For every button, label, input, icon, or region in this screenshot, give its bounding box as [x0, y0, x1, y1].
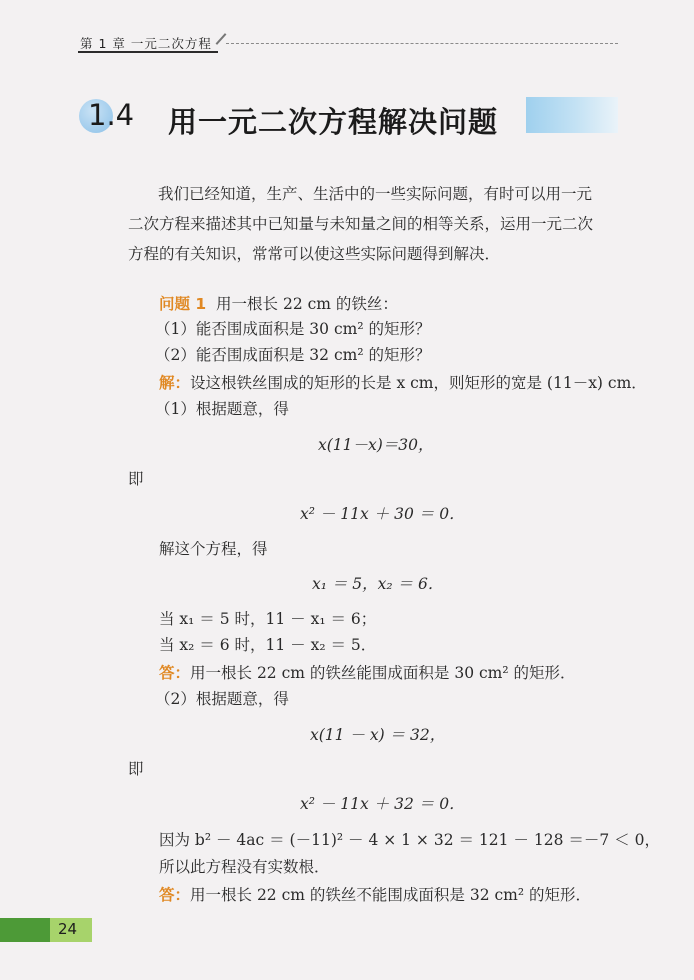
running-head-slash	[216, 33, 227, 45]
answer-1	[159, 664, 576, 683]
solution-setup	[159, 374, 647, 393]
problem-question-1: （1）能否围成面积是 30 cm² 的矩形？	[155, 320, 431, 338]
ji-1: 即	[128, 470, 144, 488]
solve-intro: 解这个方程，得	[159, 540, 268, 558]
problem-question-2: （2）能否围成面积是 32 cm² 的矩形？	[155, 346, 431, 364]
section-title-bar	[526, 97, 618, 133]
page-number-tab-dark	[0, 918, 50, 942]
discriminant-line: 因为 b² － 4ac ＝ (－11)² － 4 × 1 × 32 ＝ 121 － 128 ＝－7 ＜ 0，	[159, 831, 660, 849]
equation-3: x(11 － x) ＝ 32，	[310, 726, 446, 744]
case-2: 当 x₂ ＝ 6 时，11 － x₂ ＝ 5．	[159, 636, 377, 654]
equation-2: x² － 11x ＋ 30 ＝ 0．	[300, 505, 465, 523]
problem-label: 问题 1	[159, 295, 207, 313]
equation-4: x² － 11x ＋ 32 ＝ 0．	[300, 795, 465, 813]
part1-intro: （1）根据题意，得	[155, 400, 289, 418]
part2-intro: （2）根据题意，得	[155, 690, 289, 708]
section-title: 用一元二次方程解决问题	[168, 105, 499, 139]
roots: x₁ ＝ 5，x₂ ＝ 6．	[312, 575, 444, 593]
problem-statement	[159, 295, 398, 314]
answer-label-1: 答：	[159, 664, 191, 682]
problem-text: 用一根长 22 cm 的铁丝：	[216, 295, 398, 313]
answer-1-text: 用一根长 22 cm 的铁丝能围成面积是 30 cm² 的矩形．	[190, 664, 576, 682]
ji-2: 即	[128, 760, 144, 778]
solution-label: 解：	[159, 374, 191, 392]
solution-setup-text: 设这根铁丝围成的矩形的长是 x cm，则矩形的宽是 (11－x) cm．	[190, 374, 647, 392]
equation-1: x(11－x)＝30，	[318, 436, 434, 454]
intro-line-2: 二次方程来描述其中已知量与未知量之间的相等关系，运用一元二次	[128, 215, 594, 233]
running-head-underline	[78, 51, 218, 53]
intro-line-3: 方程的有关知识，常常可以使这些实际问题得到解决．	[128, 245, 501, 263]
answer-label-2: 答：	[159, 886, 191, 904]
case-1: 当 x₁ ＝ 5 时，11 － x₁ ＝ 6；	[159, 610, 377, 628]
intro-line-1: 我们已经知道，生产、生活中的一些实际问题，有时可以用一元	[158, 185, 593, 203]
running-head: 第 1 章 一元二次方程	[80, 36, 212, 51]
answer-2-text: 用一根长 22 cm 的铁丝不能围成面积是 32 cm² 的矩形．	[190, 886, 591, 904]
no-real-root-line: 所以此方程没有实数根．	[159, 858, 330, 876]
running-head-dashed-rule	[226, 43, 618, 44]
answer-2	[159, 886, 591, 905]
section-number: 1.4	[88, 98, 135, 132]
page-number: 24	[58, 920, 78, 938]
